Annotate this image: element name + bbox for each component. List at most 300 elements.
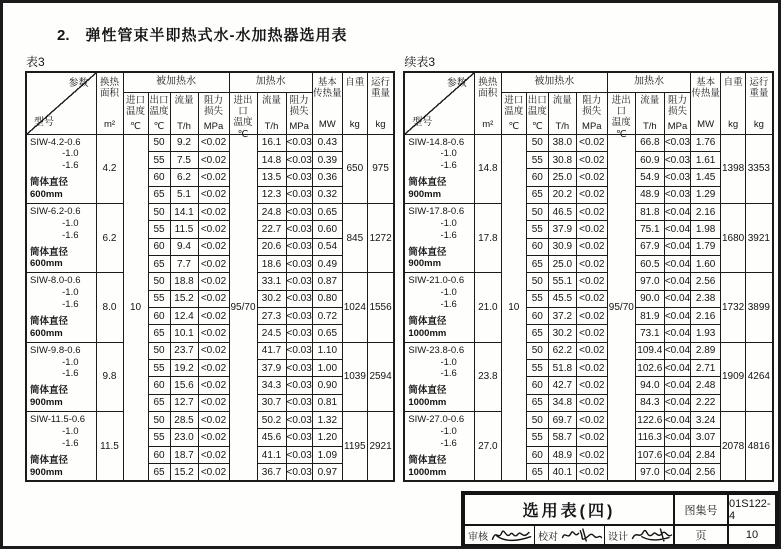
data-row <box>404 203 772 220</box>
cell-heating-loss: <0.03 <box>286 429 312 446</box>
cell-heating-flow: 14.8 <box>257 151 286 168</box>
cell-flow: 40.1 <box>548 464 576 481</box>
cell-heating-flow: 107.6 <box>635 446 664 463</box>
cell-model <box>26 203 96 272</box>
shell-diameter: 筒体直径1000mm <box>408 385 447 409</box>
cell-flow: 62.2 <box>548 342 576 359</box>
cell-flow: 6.2 <box>170 169 198 186</box>
param-label: 参数 <box>68 78 89 89</box>
model-name: SIW-27.0-0.6 <box>408 414 465 425</box>
cell-outlet-temp: 60 <box>526 446 548 463</box>
cell-heat-transfer: 0.32 <box>312 186 342 203</box>
model-name: SIW-4.2-0.6 <box>30 136 81 148</box>
model-variant: -1.0 <box>440 356 457 368</box>
self-weight-header <box>721 72 746 134</box>
cell-outlet-temp: 50 <box>148 412 170 429</box>
cell-heating-loss: <0.04 <box>664 221 690 238</box>
cell-self-weight: 1398 <box>721 134 746 203</box>
cell-model <box>26 412 96 482</box>
cell-heat-transfer: 1.93 <box>691 325 721 342</box>
header-label: 换热 面积 <box>478 77 498 100</box>
model-variant: -1.6 <box>62 437 79 449</box>
header-unit: ℃ <box>130 120 141 132</box>
section-title: 弹性管束半即热式水-水加热器选用表 <box>85 27 348 44</box>
cell-loss: <0.02 <box>198 412 229 429</box>
inlet-temp-header <box>501 92 526 134</box>
cell-heating-loss: <0.04 <box>664 446 690 463</box>
cell-self-weight: 1039 <box>342 342 367 411</box>
cell-heat-transfer: 2.56 <box>691 273 721 290</box>
shell-diameter: 筒体直径900mm <box>408 246 447 270</box>
cell-heating-flow: 13.5 <box>257 169 286 186</box>
cell-heating-flow: 37.9 <box>257 359 286 376</box>
cell-flow: 37.9 <box>548 221 576 238</box>
cell-heating-flow: 24.8 <box>257 203 286 220</box>
cell-model <box>404 412 474 482</box>
cell-loss: <0.02 <box>198 151 229 168</box>
cell-heating-flow: 30.7 <box>257 394 286 411</box>
header-stack <box>97 75 123 131</box>
cell-flow: 15.2 <box>170 464 198 481</box>
header-unit: ℃ <box>508 120 520 132</box>
cell-heating-loss: <0.04 <box>664 325 690 342</box>
header-stack <box>608 93 635 140</box>
cell-flow: 37.2 <box>548 307 576 324</box>
cell-heat-transfer: 1.61 <box>691 151 721 168</box>
cell-heating-loss: <0.03 <box>286 203 312 220</box>
cell-loss: <0.02 <box>198 203 229 220</box>
cell-loss: <0.02 <box>576 186 607 203</box>
cell-flow: 18.7 <box>170 446 198 463</box>
cell-outlet-temp: 55 <box>148 429 170 446</box>
cell-self-weight: 845 <box>342 203 367 272</box>
cell-heat-transfer: 0.36 <box>312 169 342 186</box>
cell-heating-loss: <0.03 <box>286 238 312 255</box>
cell-loss: <0.02 <box>576 446 607 463</box>
selection-table-right <box>403 71 773 482</box>
model-variant: -1.6 <box>440 229 457 241</box>
header-unit: kg <box>375 119 386 131</box>
cell-loss: <0.02 <box>576 429 607 446</box>
cell-flow: 55.1 <box>548 273 576 290</box>
loss-header <box>198 92 229 134</box>
header-unit: MPa <box>289 120 309 132</box>
heating-flow-header <box>635 92 664 134</box>
model-label: 型号 <box>412 116 433 128</box>
cell-area: 8.0 <box>96 273 123 342</box>
title-block <box>461 491 779 547</box>
cell-heating-loss: <0.03 <box>286 169 312 186</box>
header-label: 进出口 温度 <box>233 95 253 129</box>
cell-heat-transfer: 1.32 <box>312 412 342 429</box>
cell-heating-loss: <0.03 <box>664 151 690 168</box>
cell-outlet-temp: 60 <box>526 238 548 255</box>
header-row-1 <box>26 72 394 92</box>
cell-run-weight: 3899 <box>746 273 773 342</box>
cell-outlet-temp: 50 <box>526 273 548 290</box>
table-caption-left: 表3 <box>26 55 45 69</box>
cell-run-weight: 1556 <box>367 273 394 342</box>
cell-loss: <0.02 <box>576 203 607 220</box>
cell-loss: <0.02 <box>198 394 229 411</box>
cell-heating-flow: 18.6 <box>257 255 286 272</box>
cell-loss: <0.02 <box>576 151 607 168</box>
cell-heating-loss: <0.03 <box>286 446 312 463</box>
design-label: 设计 <box>604 526 630 544</box>
header-unit: ℃ <box>237 128 249 140</box>
right-table-wrap <box>403 53 773 482</box>
cell-heating-loss: <0.03 <box>286 307 312 324</box>
cell-flow: 23.7 <box>170 342 198 359</box>
cell-model <box>26 273 96 342</box>
cell-outlet-temp: 50 <box>526 342 548 359</box>
cell-outlet-temp: 60 <box>148 377 170 394</box>
header-stack <box>549 93 576 133</box>
model-variant: -1.0 <box>62 148 79 160</box>
inout-temp-header <box>607 92 635 140</box>
cell-self-weight: 2078 <box>721 412 746 482</box>
cell-loss: <0.02 <box>576 290 607 307</box>
data-row <box>26 412 394 429</box>
cell-heating-flow: 45.6 <box>257 429 286 446</box>
cell-outlet-temp: 60 <box>526 169 548 186</box>
cell-heating-loss: <0.03 <box>286 377 312 394</box>
cell-flow: 9.4 <box>170 238 198 255</box>
cell-heating-flow: 34.3 <box>257 377 286 394</box>
cell-heating-flow: 16.1 <box>257 134 286 151</box>
cell-self-weight: 1732 <box>721 273 746 342</box>
cell-outlet-temp: 50 <box>526 134 548 151</box>
cell-flow: 42.7 <box>548 377 576 394</box>
cell-outlet-temp: 55 <box>526 290 548 307</box>
header-label: 流量 <box>174 95 194 106</box>
cell-heat-transfer: 0.90 <box>312 377 342 394</box>
cell-heat-transfer: 1.45 <box>691 169 721 186</box>
cell-heat-transfer: 0.60 <box>312 221 342 238</box>
cell-loss: <0.02 <box>198 273 229 290</box>
cell-heat-transfer: 0.72 <box>312 307 342 324</box>
param-model-header <box>26 72 96 134</box>
model-name: SIW-21.0-0.6 <box>408 275 465 287</box>
data-row <box>26 203 394 220</box>
header-stack <box>721 75 745 131</box>
cell-heat-transfer: 1.00 <box>312 359 342 376</box>
cell-heating-loss: <0.03 <box>286 342 312 359</box>
cell-heating-flow: 81.9 <box>635 307 664 324</box>
header-unit: MPa <box>667 120 688 132</box>
cell-heat-transfer: 1.60 <box>691 255 721 272</box>
atlas-no-value: 01S122-4 <box>728 494 776 525</box>
cell-heat-transfer: 2.71 <box>691 359 721 376</box>
header-stack <box>577 93 607 133</box>
cell-heating-flow: 36.7 <box>257 464 286 481</box>
review-signature <box>490 526 534 544</box>
heat-transfer-header <box>312 72 342 134</box>
model-variant: -1.6 <box>440 437 457 449</box>
header-unit: ℃ <box>153 120 165 132</box>
header-label: 流量 <box>640 95 660 106</box>
cell-heat-transfer: 0.39 <box>312 151 342 168</box>
loss-header <box>576 92 607 134</box>
cell-loss: <0.02 <box>576 342 607 359</box>
cell-heating-loss: <0.04 <box>664 464 690 481</box>
model-label: 型号 <box>34 116 54 128</box>
run-weight-header <box>367 72 394 134</box>
header-unit: MPa <box>203 120 224 132</box>
cell-loss: <0.02 <box>576 325 607 342</box>
cell-model <box>26 342 96 411</box>
cell-flow: 25.0 <box>548 255 576 272</box>
cell-heat-transfer: 1.09 <box>312 446 342 463</box>
cell-heating-flow: 50.2 <box>257 412 286 429</box>
table-body <box>404 134 772 481</box>
cell-outlet-temp: 55 <box>526 221 548 238</box>
header-stack <box>149 93 170 133</box>
cell-heating-flow: 48.9 <box>635 186 664 203</box>
cell-flow: 58.7 <box>548 429 576 446</box>
cell-loss: <0.02 <box>576 464 607 481</box>
cell-outlet-temp: 65 <box>526 186 548 203</box>
cell-heat-transfer: 1.98 <box>691 221 721 238</box>
model-name: SIW-17.8-0.6 <box>408 205 465 217</box>
cell-flow: 30.8 <box>548 151 576 168</box>
cell-run-weight: 4816 <box>746 412 773 482</box>
cell-heat-transfer: 2.16 <box>691 203 721 220</box>
heating-water-header: 加热水 <box>229 72 312 92</box>
header-label: 进出口 温度 <box>611 95 631 129</box>
param-label: 参数 <box>446 78 467 89</box>
cell-loss: <0.02 <box>576 412 607 429</box>
cell-outlet-temp: 65 <box>526 394 548 411</box>
header-stack <box>475 75 501 131</box>
cell-model <box>404 134 474 203</box>
cell-heating-loss: <0.03 <box>286 394 312 411</box>
model-variant: -1.0 <box>62 425 79 437</box>
cell-outlet-temp: 55 <box>526 429 548 446</box>
data-row <box>404 412 772 429</box>
header-stack <box>527 93 548 133</box>
header-unit: MW <box>697 119 715 131</box>
shell-diameter: 筒体直径1000mm <box>408 315 447 339</box>
header-label: 阻力 损失 <box>582 95 602 118</box>
header-stack <box>691 75 720 131</box>
cell-flow: 18.8 <box>170 273 198 290</box>
header-label: 阻力 损失 <box>667 95 687 118</box>
header-unit: ℃ <box>615 128 627 140</box>
selection-table-left <box>25 71 395 482</box>
header-stack <box>287 93 312 133</box>
header-label: 进口 温度 <box>504 95 524 118</box>
model-variant: -1.0 <box>440 217 457 229</box>
cell-flow: 46.5 <box>548 203 576 220</box>
cell-outlet-temp: 55 <box>148 151 170 168</box>
cell-heating-flow: 75.1 <box>635 221 664 238</box>
cell-heating-flow: 73.1 <box>635 325 664 342</box>
cell-flow: 5.1 <box>170 186 198 203</box>
page-number: 10 <box>728 525 776 545</box>
cell-run-weight: 2594 <box>367 342 394 411</box>
header-row-1 <box>404 72 772 92</box>
title-block-title: 选用表(四) <box>464 494 674 525</box>
cell-heating-loss: <0.04 <box>664 203 690 220</box>
cell-outlet-temp: 60 <box>148 169 170 186</box>
cell-heating-loss: <0.03 <box>286 273 312 290</box>
header-stack <box>230 93 257 140</box>
header-label: 基本 传热量 <box>691 77 720 100</box>
header-stack <box>313 75 342 131</box>
header-stack <box>258 93 286 133</box>
shell-diameter: 筒体直径600mm <box>30 177 69 200</box>
cell-run-weight: 1272 <box>367 203 394 272</box>
page-title <box>57 24 778 45</box>
cell-heating-loss: <0.03 <box>286 290 312 307</box>
cell-loss: <0.02 <box>198 359 229 376</box>
cell-model <box>26 134 96 203</box>
cell-heating-loss: <0.04 <box>664 238 690 255</box>
cell-area: 4.2 <box>96 134 123 203</box>
cell-flow: 12.7 <box>170 394 198 411</box>
table-body <box>26 134 394 481</box>
cell-heating-flow: 97.0 <box>635 464 664 481</box>
model-variant: -1.6 <box>62 368 79 380</box>
cell-heating-loss: <0.04 <box>664 342 690 359</box>
cell-heat-transfer: 2.16 <box>691 307 721 324</box>
cell-inlet-temp: 10 <box>501 134 526 481</box>
header-stack <box>343 75 367 131</box>
cell-heat-transfer: 1.79 <box>691 238 721 255</box>
cell-heating-flow: 67.9 <box>635 238 664 255</box>
model-variant: -1.0 <box>440 425 457 437</box>
cell-heating-loss: <0.03 <box>286 134 312 151</box>
header-stack <box>502 93 526 133</box>
cell-self-weight: 1909 <box>721 342 746 411</box>
cell-model <box>404 203 474 272</box>
review-label: 审核 <box>468 531 488 543</box>
header-unit: T/h <box>177 120 191 132</box>
cell-heating-flow: 60.5 <box>635 255 664 272</box>
cell-heating-flow: 97.0 <box>635 273 664 290</box>
heat-transfer-header <box>691 72 721 134</box>
cell-area: 6.2 <box>96 203 123 272</box>
cell-heating-loss: <0.04 <box>664 273 690 290</box>
cell-outlet-temp: 65 <box>148 325 170 342</box>
cell-heating-flow: 33.1 <box>257 273 286 290</box>
model-variant: -1.6 <box>440 160 457 172</box>
header-label: 换热 面积 <box>99 77 119 100</box>
cell-flow: 30.2 <box>548 325 576 342</box>
data-row <box>404 342 772 359</box>
cell-outlet-temp: 50 <box>148 134 170 151</box>
area-header <box>96 72 123 134</box>
cell-heat-transfer: 1.10 <box>312 342 342 359</box>
cell-flow: 12.4 <box>170 307 198 324</box>
cell-heat-transfer: 2.22 <box>691 394 721 411</box>
header-label: 出口 温度 <box>149 95 169 118</box>
cell-outlet-temp: 55 <box>148 221 170 238</box>
header-label: 进口 温度 <box>125 95 145 118</box>
cell-outlet-temp: 55 <box>148 359 170 376</box>
cell-flow: 45.5 <box>548 290 576 307</box>
heating-loss-header <box>286 92 312 134</box>
cell-heating-flow: 81.8 <box>635 203 664 220</box>
cell-outlet-temp: 60 <box>148 238 170 255</box>
cell-self-weight: 1195 <box>342 412 367 482</box>
cell-run-weight: 2921 <box>367 412 394 482</box>
cell-outlet-temp: 55 <box>148 290 170 307</box>
cell-area: 23.8 <box>474 342 501 411</box>
cell-heating-loss: <0.04 <box>664 290 690 307</box>
cell-heat-transfer: 0.54 <box>312 238 342 255</box>
model-name: SIW-23.8-0.6 <box>408 344 465 356</box>
flow-header <box>170 92 198 134</box>
data-row <box>404 134 772 151</box>
param-model-header <box>404 72 474 134</box>
cell-heating-loss: <0.04 <box>664 394 690 411</box>
cell-heat-transfer: 0.65 <box>312 203 342 220</box>
cell-flow: 23.0 <box>170 429 198 446</box>
cell-area: 9.8 <box>96 342 123 411</box>
section-number: 2. <box>57 27 70 44</box>
cell-outlet-temp: 50 <box>526 412 548 429</box>
cell-flow: 34.8 <box>548 394 576 411</box>
model-variant: -1.6 <box>440 299 457 310</box>
header-label: 流量 <box>552 95 572 106</box>
tables-area <box>25 53 778 482</box>
cell-heating-flow: 20.6 <box>257 238 286 255</box>
cell-heating-loss: <0.04 <box>664 377 690 394</box>
cell-loss: <0.02 <box>198 238 229 255</box>
cell-heat-transfer: 0.97 <box>312 464 342 481</box>
cell-area: 11.5 <box>96 412 123 482</box>
header-stack <box>368 75 394 131</box>
cell-model <box>404 273 474 342</box>
cell-heat-transfer: 0.87 <box>312 273 342 290</box>
cell-heat-transfer: 1.76 <box>691 134 721 151</box>
cell-heating-loss: <0.04 <box>664 359 690 376</box>
page-label: 页 <box>674 525 728 545</box>
cell-loss: <0.02 <box>198 342 229 359</box>
cell-loss: <0.02 <box>576 307 607 324</box>
outlet-temp-header <box>526 92 548 134</box>
header-stack <box>124 93 148 133</box>
model-variant: -1.6 <box>62 160 79 172</box>
cell-flow: 10.1 <box>170 325 198 342</box>
data-row <box>26 273 394 290</box>
cell-heating-loss: <0.03 <box>664 134 690 151</box>
cell-flow: 14.1 <box>170 203 198 220</box>
cell-heating-loss: <0.04 <box>664 412 690 429</box>
atlas-no-label: 图集号 <box>674 494 728 525</box>
cell-heating-flow: 122.6 <box>635 412 664 429</box>
cell-heat-transfer: 3.07 <box>691 429 721 446</box>
cell-outlet-temp: 65 <box>526 255 548 272</box>
cell-area: 21.0 <box>474 273 501 342</box>
cell-loss: <0.02 <box>576 221 607 238</box>
model-variant: -1.6 <box>440 368 457 380</box>
cell-area: 17.8 <box>474 203 501 272</box>
cell-outlet-temp: 50 <box>148 273 170 290</box>
shell-diameter: 筒体直径900mm <box>408 177 447 200</box>
cell-flow: 51.8 <box>548 359 576 376</box>
table-header <box>26 72 394 140</box>
cell-heat-transfer: 2.89 <box>691 342 721 359</box>
shell-diameter: 筒体直径600mm <box>30 246 69 270</box>
cell-heating-loss: <0.03 <box>286 359 312 376</box>
selection-table-left <box>25 71 395 482</box>
left-table-wrap <box>25 53 395 482</box>
cell-outlet-temp: 65 <box>148 255 170 272</box>
cell-flow: 15.6 <box>170 377 198 394</box>
